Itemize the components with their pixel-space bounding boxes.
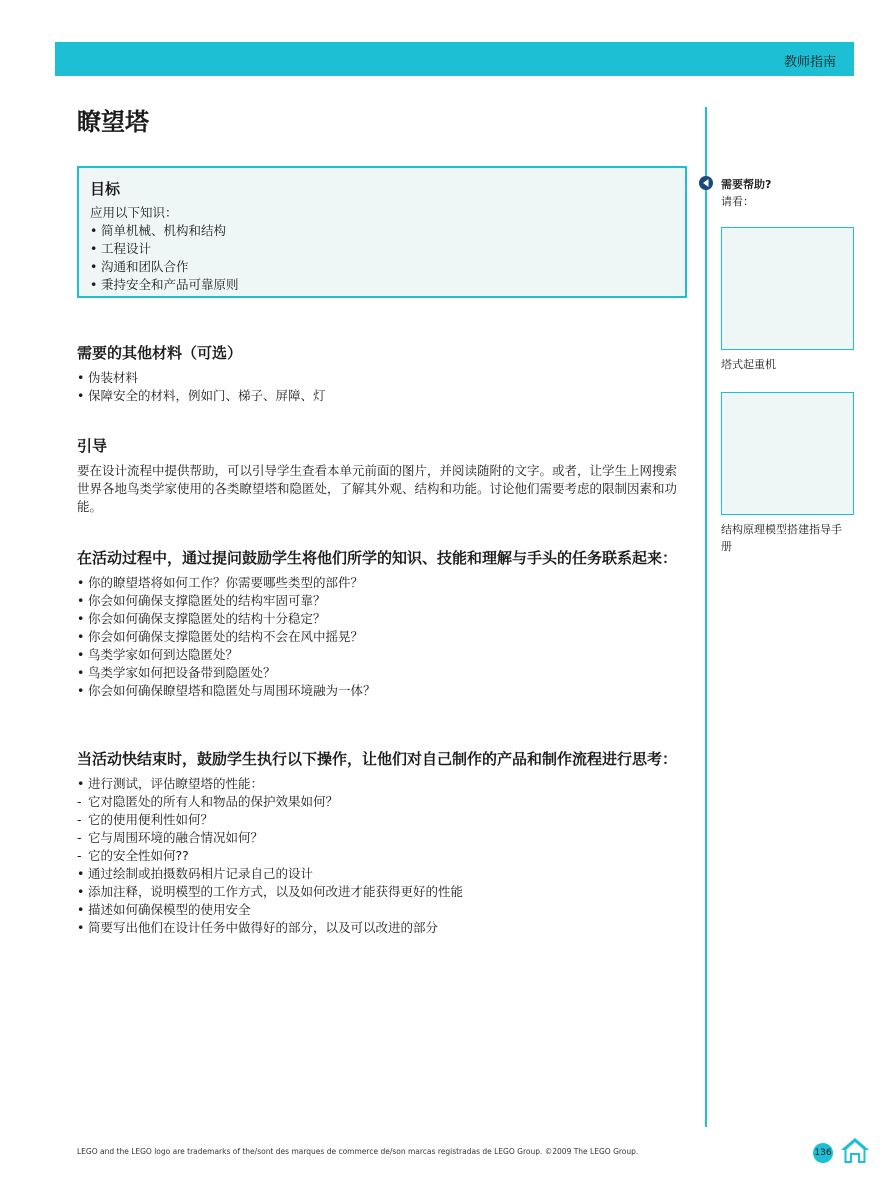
materials-list bbox=[77, 369, 689, 405]
end-list bbox=[77, 775, 689, 937]
sidebar-divider bbox=[705, 107, 707, 1127]
during-item: • 鸟类学家如何把设备带到隐匿处？ bbox=[77, 664, 689, 682]
during-title: 在活动过程中，通过提问鼓励学生将他们所学的知识、技能和理解与手头的任务联系起来： bbox=[77, 549, 678, 567]
intro-text: 要在设计流程中提供帮助，可以引导学生查看本单元前面的图片，并阅读随附的文字。或者，让学生上网搜索世界各地鸟类学家使用的各类瞭望塔和隐匿处，了解其外观、结构和功能。讨论他们需要考虑的限制因素和功能。 bbox=[77, 463, 678, 514]
during-item: • 你会如何确保支撑隐匿处的结构不会在风中摇晃？ bbox=[77, 628, 689, 646]
header-bar bbox=[55, 42, 854, 76]
page-title: 瞭望塔 bbox=[77, 108, 149, 136]
end-sub-item: - 它的安全性如何?? bbox=[77, 847, 689, 865]
reference-thumbnail-1[interactable] bbox=[721, 227, 854, 350]
help-title: 需要帮助? bbox=[721, 178, 772, 191]
materials-title: 需要的其他材料（可选） bbox=[77, 344, 243, 362]
during-item: • 你会如何确保支撑隐匿处的结构十分稳定？ bbox=[77, 610, 689, 628]
end-item: • 描述如何确保模型的使用安全 bbox=[77, 901, 689, 919]
end-item: • 简要写出他们在设计任务中做得好的部分，以及可以改进的部分 bbox=[77, 919, 689, 937]
intro-title: 引导 bbox=[77, 437, 108, 455]
end-sub-item: - 它对隐匿处的所有人和物品的保护效果如何？ bbox=[77, 793, 689, 811]
during-item: • 你会如何确保瞭望塔和隐匿处与周围环境融为一体？ bbox=[77, 682, 689, 700]
intro-section bbox=[77, 436, 689, 516]
materials-item: • 保障安全的材料，例如门、梯子、屏障、灯 bbox=[77, 387, 689, 405]
goal-box bbox=[77, 166, 687, 298]
materials-item: • 伪装材料 bbox=[77, 369, 689, 387]
during-list bbox=[77, 574, 689, 700]
help-subtitle: 请看： bbox=[721, 195, 754, 208]
end-item: • 添加注释，说明模型的工作方式，以及如何改进才能获得更好的性能 bbox=[77, 883, 689, 901]
end-sub-item: - 它与周围环境的融合情况如何？ bbox=[77, 829, 689, 847]
goal-list bbox=[90, 222, 674, 294]
during-section bbox=[77, 548, 689, 700]
end-item: • 进行测试，评估瞭望塔的性能： bbox=[77, 775, 689, 793]
during-item: • 你会如何确保支撑隐匿处的结构牢固可靠？ bbox=[77, 592, 689, 610]
reference-label-1[interactable]: 塔式起重机 bbox=[721, 358, 776, 371]
header-label: 教师指南 bbox=[783, 55, 836, 70]
reference-label-2[interactable]: 结构原理模型搭建指导手册 bbox=[721, 523, 842, 553]
goal-item: • 秉持安全和产品可靠原则 bbox=[90, 276, 674, 294]
goal-intro: 应用以下知识： bbox=[90, 205, 178, 220]
end-sub-item: - 它的使用便利性如何？ bbox=[77, 811, 689, 829]
home-icon[interactable] bbox=[840, 1136, 870, 1164]
materials-section bbox=[77, 343, 689, 405]
page-number-badge: 136 bbox=[813, 1143, 833, 1163]
reference-thumbnail-2[interactable] bbox=[721, 392, 854, 515]
during-item: • 鸟类学家如何到达隐匿处？ bbox=[77, 646, 689, 664]
goal-item: • 简单机械、机构和结构 bbox=[90, 222, 674, 240]
end-title: 当活动快结束时，鼓励学生执行以下操作，让他们对自己制作的产品和制作流程进行思考： bbox=[77, 750, 678, 768]
goal-title: 目标 bbox=[90, 180, 121, 198]
during-item: • 你的瞭望塔将如何工作？你需要哪些类型的部件？ bbox=[77, 574, 689, 592]
goal-item: • 沟通和团队合作 bbox=[90, 258, 674, 276]
goal-item: • 工程设计 bbox=[90, 240, 674, 258]
help-arrow-icon bbox=[699, 176, 713, 190]
end-section bbox=[77, 749, 689, 937]
end-item: • 通过绘制或拍摄数码相片记录自己的设计 bbox=[77, 865, 689, 883]
footer-trademark-note: LEGO and the LEGO logo are trademarks of the/sont des marques de commerce de/son marcas registradas de LEGO Group. ©2009 The LEGO Group. bbox=[77, 1147, 639, 1156]
